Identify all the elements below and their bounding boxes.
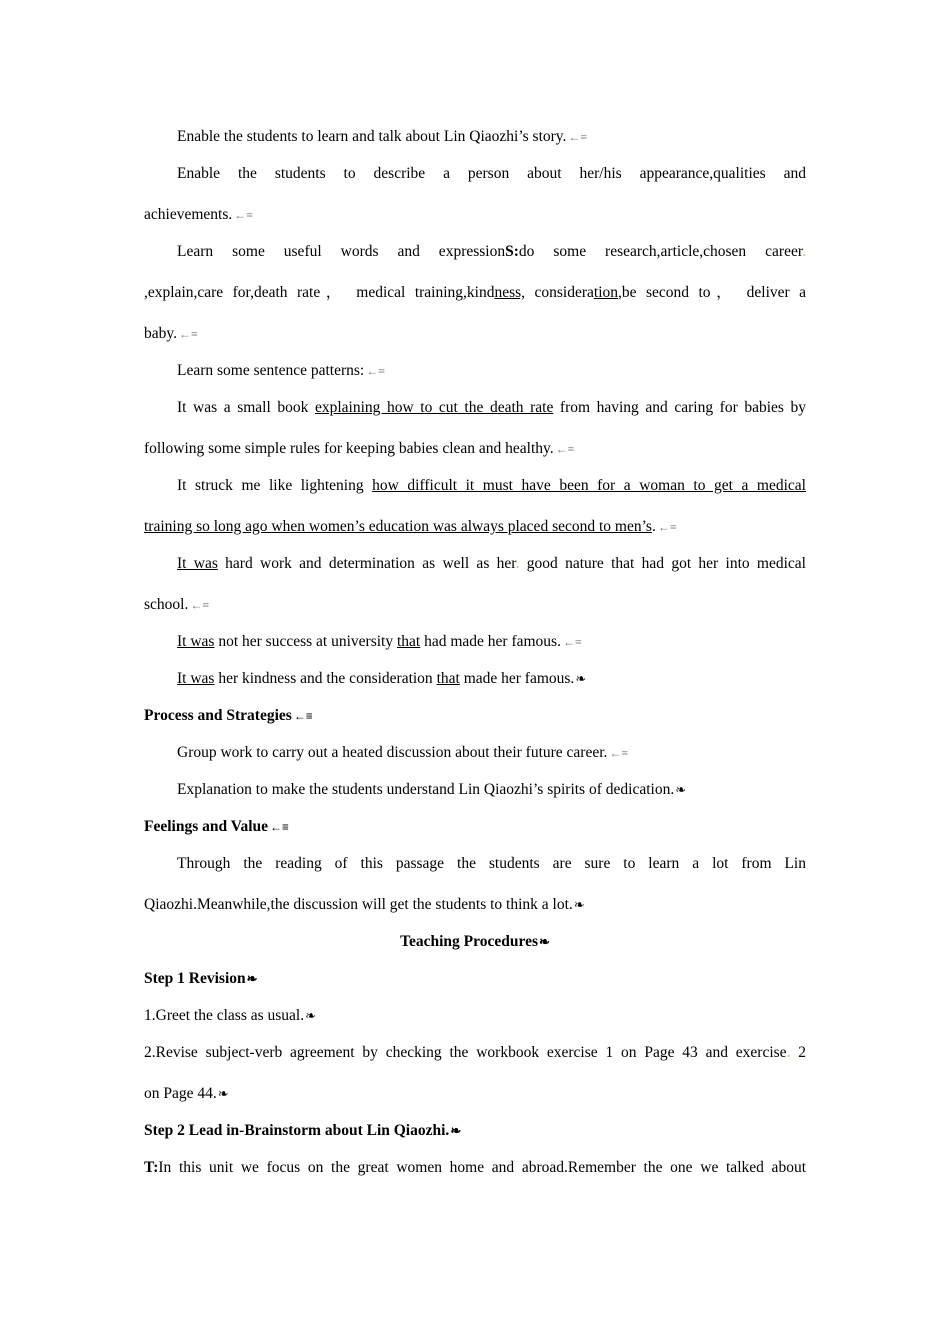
vocab-underlined-ness: ness,: [494, 284, 526, 301]
pattern-2: [177, 475, 806, 497]
objective-3: [177, 241, 806, 263]
step-1-item-2: [144, 1042, 806, 1064]
paragraph-mark-icon: ←≡: [555, 442, 575, 456]
strategy-1: [177, 742, 628, 764]
hand-mark-icon: ❧: [573, 897, 585, 912]
feelings-paragraph-cont: [144, 894, 585, 916]
pattern-1-underlined: explaining how to cut the death rate: [314, 399, 554, 416]
pattern-2-cont: [144, 516, 677, 538]
step-1-item-2-text: 2.Revise subject-verb agreement by checking the workbook exercise 1 on Page 43 and exercise: [144, 1044, 787, 1061]
pattern-5-text-2: made her famous.: [459, 670, 575, 687]
step-1-item-2-text-2: 2: [790, 1044, 806, 1061]
pattern-4: [177, 631, 582, 653]
objective-4: [177, 360, 385, 382]
feelings-text-cont: Qiaozhi.Meanwhile,the discussion will get the students to think a lot.: [144, 896, 573, 913]
objective-2-text-cont: achievements.: [144, 206, 233, 223]
vocab-list-3: considera: [525, 284, 594, 301]
pattern-5-text: her kindness and the consideration: [214, 670, 437, 687]
pattern-3: [177, 553, 806, 575]
pattern-3-cont: [144, 594, 209, 616]
paragraph-mark-icon: ←≡: [234, 208, 254, 222]
objective-1-text: Enable the students to learn and talk about Lin Qiaozhi’s story.: [177, 128, 567, 145]
pattern-4-underlined-that: that: [396, 633, 421, 650]
step-2-teacher-text: In this unit we focus on the great women home and abroad.Remember the one we talked about: [158, 1159, 806, 1176]
heading-step-1: [144, 968, 258, 990]
heading-teaching-procedures: [144, 931, 806, 953]
pattern-4-text: not her success at university: [214, 633, 397, 650]
step-2-teacher-line: [144, 1157, 806, 1179]
strategy-1-text: Group work to carry out a heated discussion about their future career.: [177, 744, 608, 761]
heading-process-strategies-text: Process and Strategies: [144, 707, 292, 724]
hand-mark-icon: ❧: [450, 1123, 462, 1138]
strategy-2-text: Explanation to make the students understand Lin Qiaozhi’s spirits of dedication.: [177, 781, 675, 798]
pattern-1-cont: [144, 438, 574, 460]
paragraph-mark-icon: ←≡: [609, 746, 629, 760]
hand-mark-icon: ❧: [575, 671, 587, 686]
vocab-list-2: ,explain,care for,death rate， medical training,kind: [144, 284, 495, 301]
hand-mark-icon: ❧: [217, 1086, 229, 1101]
step-1-item-1-text: 1.Greet the class as usual.: [144, 1007, 305, 1024]
feelings-paragraph: [177, 853, 806, 875]
hand-mark-icon: ❧: [539, 934, 550, 949]
teacher-label: T:: [144, 1159, 159, 1176]
objective-2-cont: [144, 204, 253, 226]
vocab-list-4: ,be second to， deliver a: [618, 284, 806, 301]
heading-teaching-procedures-text: Teaching Procedures: [400, 933, 539, 950]
vocab-intro: Learn some useful words and expression: [177, 243, 506, 260]
objective-3-end: [144, 323, 198, 345]
marker-dot-icon: .: [802, 243, 807, 260]
pattern-3-text: hard work and determination as well as her: [217, 555, 516, 572]
vocab-list-1: do some research,article,chosen career: [518, 243, 803, 260]
paragraph-mark-icon: ←≡: [190, 598, 210, 612]
sentence-patterns-heading: Learn some sentence patterns:: [177, 362, 365, 379]
paragraph-mark-icon: ←≡: [657, 520, 677, 534]
hand-mark-icon: ❧: [675, 782, 687, 797]
pattern-5-underlined-that: that: [436, 670, 460, 687]
paragraph-mark-icon: ←≡: [293, 709, 313, 723]
paragraph-mark-icon: ←≡: [179, 327, 198, 341]
heading-step-2-text: Step 2 Lead in-Brainstorm about Lin Qiaozhi.: [144, 1122, 450, 1139]
step-1-item-2-text-cont: on Page 44.: [144, 1085, 217, 1102]
heading-feelings-value: [144, 816, 289, 838]
pattern-1: [177, 397, 806, 419]
pattern-3-underlined: It was: [177, 555, 218, 572]
heading-feelings-value-text: Feelings and Value: [144, 818, 269, 835]
pattern-2-underlined: how difficult it must have been for a woman to get a medical: [372, 477, 806, 494]
pattern-5-underlined: It was: [177, 670, 215, 687]
objective-2-text: Enable the students to describe a person about her/his appearance,qualities and: [177, 165, 806, 182]
objective-3-cont: [144, 282, 806, 304]
pattern-4-text-2: had made her famous.: [420, 633, 561, 650]
marker-dot-icon: .: [786, 1044, 791, 1061]
pattern-3-text-cont: school.: [144, 596, 189, 613]
pattern-2-text: It struck me like lightening: [177, 477, 373, 494]
heading-step-1-text: Step 1 Revision: [144, 970, 246, 987]
hand-mark-icon: ❧: [246, 971, 258, 986]
strategy-2: [177, 779, 686, 801]
hand-mark-icon: ❧: [305, 1008, 317, 1023]
paragraph-mark-icon: ←≡: [568, 130, 588, 144]
heading-step-2: [144, 1120, 461, 1142]
paragraph-mark-icon: ←≡: [366, 364, 385, 378]
heading-process-strategies: [144, 705, 313, 727]
pattern-1-text: It was a small book: [177, 399, 315, 416]
paragraph-mark-icon: ←≡: [270, 820, 289, 834]
step-1-item-2-cont: [144, 1083, 229, 1105]
feelings-text: Through the reading of this passage the students are sure to learn a lot from Lin: [177, 855, 806, 872]
objective-2: [177, 163, 806, 185]
vocab-list-end: baby.: [144, 325, 177, 342]
paragraph-mark-icon: ←≡: [562, 635, 582, 649]
marker-dot-icon: .: [515, 555, 520, 572]
pattern-3-text-2: good nature that had got her into medical: [519, 555, 806, 572]
pattern-5: [177, 668, 586, 690]
pattern-2-period: .: [651, 518, 656, 535]
pattern-1-text-cont: following some simple rules for keeping babies clean and healthy.: [144, 440, 554, 457]
vocab-underlined-tion: tion: [593, 284, 619, 301]
objective-1: [177, 126, 587, 148]
vocab-intro-bold: S:: [505, 243, 519, 260]
step-1-item-1: [144, 1005, 316, 1027]
pattern-1-text-2: from having and caring for babies by: [553, 399, 807, 416]
pattern-2-underlined-cont: training so long ago when women’s education was always placed second to men’s: [144, 518, 652, 535]
pattern-4-underlined: It was: [177, 633, 215, 650]
